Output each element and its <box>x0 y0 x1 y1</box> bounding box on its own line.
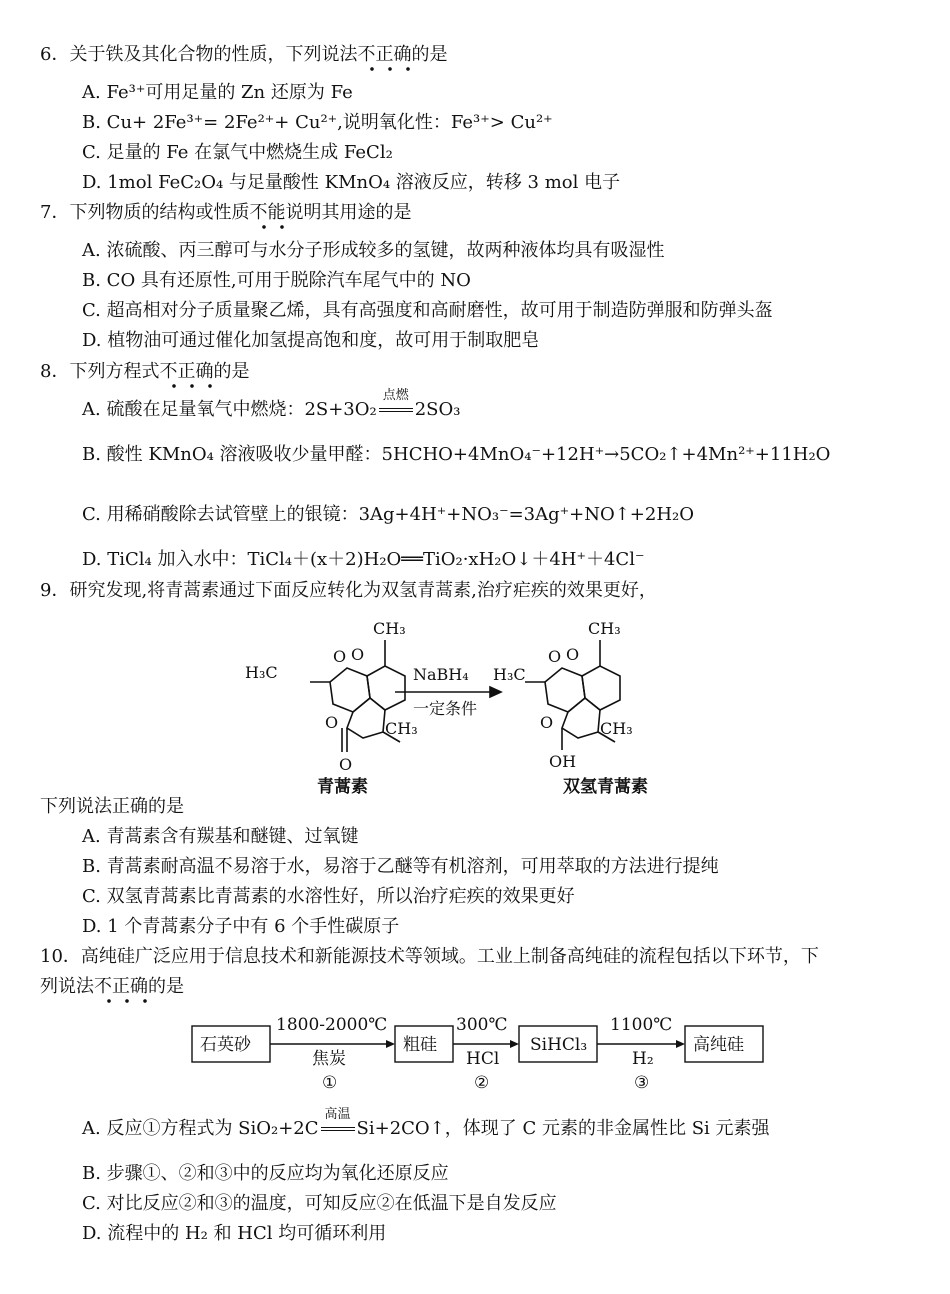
emphasis-dots: 不正确 <box>159 361 214 382</box>
q8-option-a: A. 硫酸在足量氧气中燃烧：2S+3O₂ 点燃 2SO₃ <box>82 388 461 420</box>
step2-reagent: HCl <box>466 1049 500 1069</box>
q6-option-b: B. Cu+ 2Fe³⁺= 2Fe²⁺+ Cu²⁺,说明氧化性：Fe³⁺> Cu²⁺ <box>82 112 553 133</box>
reaction-condition: 高温 <box>321 1117 355 1141</box>
q10-stem-line1: 10．高纯硅广泛应用于信息技术和新能源技术等领域。工业上制备高纯硅的流程包括以下环节，下 <box>40 946 819 967</box>
q8-stem: 8．下列方程式不正确的是 <box>40 361 250 382</box>
q10-stem-line2: 列说法不正确的是 <box>40 976 184 997</box>
reagent-label: NaBH₄ <box>413 665 469 684</box>
h3c-label: H₃C <box>245 663 278 682</box>
q6-option-d: D. 1mol FeC₂O₄ 与足量酸性 KMnO₄ 溶液反应，转移 3 mol 电子 <box>82 172 621 193</box>
step2-temperature: 300℃ <box>456 1015 508 1035</box>
emphasis-dots: 不正确 <box>94 976 148 997</box>
oxygen-label: O <box>351 645 365 664</box>
dihydroartemisinin-name: 双氢青蒿素 <box>563 777 648 797</box>
step3-number: ③ <box>634 1073 650 1093</box>
ch3-label: CH₃ <box>600 719 633 738</box>
artemisinin-reaction-diagram <box>235 610 695 800</box>
q9-option-a: A. 青蒿素含有羰基和醚键、过氧键 <box>82 826 359 847</box>
emphasis-dots: 不正确 <box>357 44 412 65</box>
ch3-label: CH₃ <box>373 619 406 638</box>
q6-option-a: A. Fe³⁺可用足量的 Zn 还原为 Fe <box>82 82 353 103</box>
carbonyl-oxygen-label: O <box>339 755 353 774</box>
q8-option-c: C. 用稀硝酸除去试管壁上的银镜：3Ag+4H⁺+NO₃⁻=3Ag⁺+NO↑+2H₂O <box>82 504 695 525</box>
q7-option-d: D. 植物油可通过催化加氢提高饱和度，故可用于制取肥皂 <box>82 330 540 351</box>
q9-option-c: C. 双氢青蒿素比青蒿素的水溶性好，所以治疗疟疾的效果更好 <box>82 886 575 907</box>
equals-bar <box>321 1127 355 1131</box>
hydroxyl-label: OH <box>549 752 577 771</box>
q10-option-c: C. 对比反应②和③的温度，可知反应②在低温下是自发反应 <box>82 1193 557 1214</box>
q7-option-a: A. 浓硫酸、丙三醇可与水分子形成较多的氢键，故两种液体均具有吸湿性 <box>82 240 665 261</box>
artemisinin-name: 青蒿素 <box>317 777 368 797</box>
flow-box-pure-si-label: 高纯硅 <box>693 1035 744 1055</box>
oxygen-label: O <box>548 647 562 666</box>
equals-bar <box>379 408 413 412</box>
flow-box-quartz-label: 石英砂 <box>200 1035 251 1055</box>
q9-option-d: D. 1 个青蒿素分子中有 6 个手性碳原子 <box>82 916 400 937</box>
emphasis-dots: 不能 <box>249 202 286 223</box>
oxygen-label: O <box>325 713 339 732</box>
silicon-process-flow <box>190 1010 780 1100</box>
step1-number: ① <box>322 1073 338 1093</box>
oxygen-label: O <box>333 647 347 666</box>
q7-option-c: C. 超高相对分子质量聚乙烯，具有高强度和高耐磨性，故可用于制造防弹服和防弹头盔 <box>82 300 773 321</box>
q9-stem: 9．研究发现,将青蒿素通过下面反应转化为双氢青蒿素,治疗疟疾的效果更好， <box>40 580 657 601</box>
step1-temperature: 1800-2000℃ <box>276 1015 388 1035</box>
oxygen-label: O <box>540 713 554 732</box>
reaction-condition: 点燃 <box>379 398 413 422</box>
q9-option-b: B. 青蒿素耐高温不易溶于水，易溶于乙醚等有机溶剂，可用萃取的方法进行提纯 <box>82 856 719 877</box>
q10-option-d: D. 流程中的 H₂ 和 HCl 均可循环利用 <box>82 1223 387 1244</box>
ch3-label: CH₃ <box>385 719 418 738</box>
condition-label: 一定条件 <box>413 699 478 718</box>
step3-reagent: H₂ <box>632 1049 654 1069</box>
flow-box-crude-si-label: 粗硅 <box>403 1035 437 1055</box>
q6-option-c: C. 足量的 Fe 在氯气中燃烧生成 FeCl₂ <box>82 142 393 163</box>
q10-option-a: A. 反应①方程式为 SiO₂+2C 高温 Si+2CO↑，体现了 C 元素的非金属性比 Si 元素强 <box>82 1107 770 1139</box>
h3c-label: H₃C <box>493 665 526 684</box>
step1-reagent: 焦炭 <box>312 1049 346 1069</box>
q8-option-d: D. TiCl₄ 加入水中：TiCl₄＋(x＋2)H₂O══TiO₂·xH₂O↓＋4H⁺＋4Cl⁻ <box>82 549 645 570</box>
step2-number: ② <box>474 1073 490 1093</box>
q7-stem: 7．下列物质的结构或性质不能说明其用途的是 <box>40 202 412 223</box>
q10-option-b: B. 步骤①、②和③中的反应均为氧化还原反应 <box>82 1163 449 1184</box>
step3-temperature: 1100℃ <box>610 1015 673 1035</box>
oxygen-label: O <box>566 645 580 664</box>
q8-option-b: B. 酸性 KMnO₄ 溶液吸收少量甲醛：5HCHO+4MnO₄⁻+12H⁺→5CO₂↑+4Mn²⁺+11H₂O <box>82 444 831 465</box>
flow-box-sihcl3-label: SiHCl₃ <box>530 1035 588 1055</box>
q7-option-b: B. CO 具有还原性,可用于脱除汽车尾气中的 NO <box>82 270 471 291</box>
ch3-label: CH₃ <box>588 619 621 638</box>
q6-stem: 6．关于铁及其化合物的性质，下列说法不正确的是 <box>40 44 448 65</box>
q9-lead: 下列说法正确的是 <box>40 796 184 817</box>
